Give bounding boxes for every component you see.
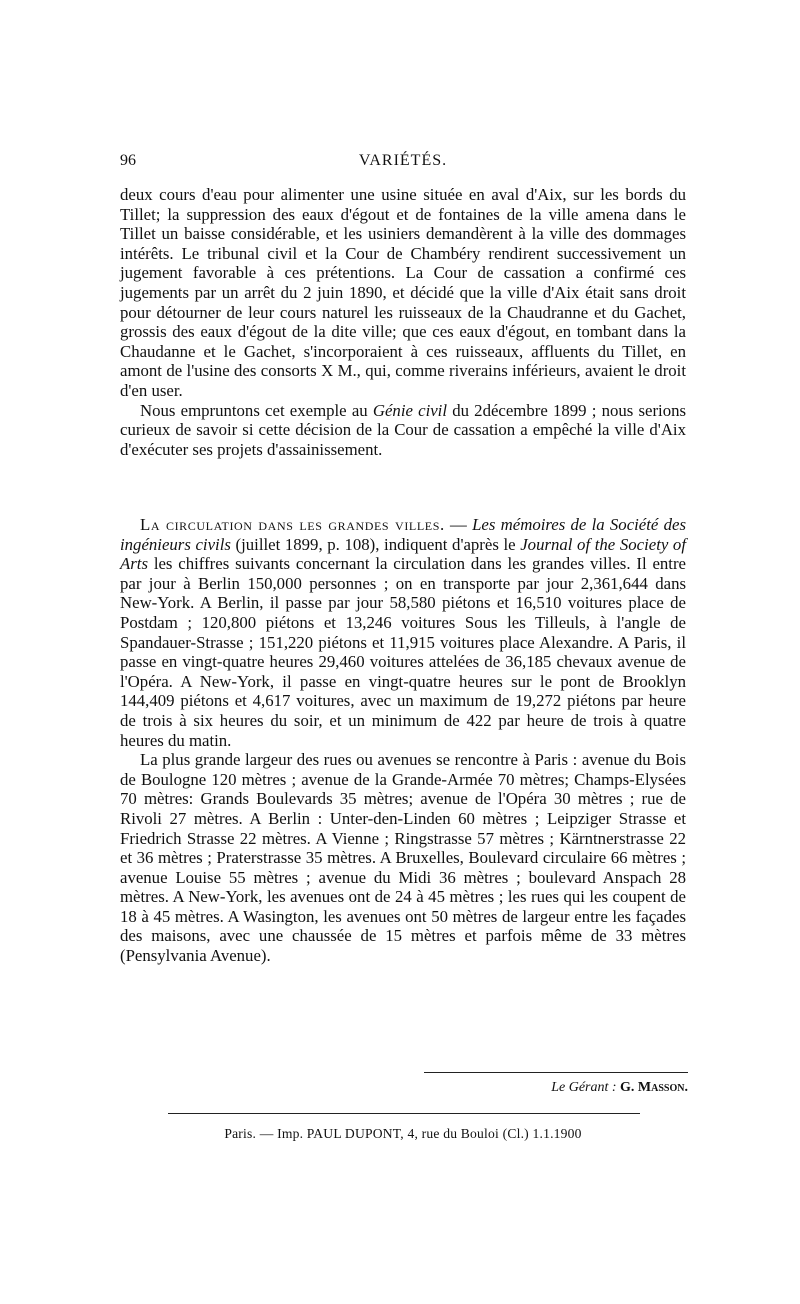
text-run: Nous empruntons cet exemple au: [140, 400, 373, 420]
gerant-signature-line: [478, 1080, 688, 1096]
section-heading: La circulation dans les grandes villes.: [140, 515, 445, 534]
paragraph: La plus grande largeur des rues ou avenues se rencontre à Paris : avenue du Bois de Boulogne 120 mètres ; avenue de la Grande-Armée 70 mètres; Champs-Elysées 70 mètres: Grands Boulevards 35 mètres; avenue de l'Opéra 30 mètres ; rue de Rivoli 27 mètres. A Berlin : Unter-den-Linden 60 mètres ; Leipziger Strasse et Friedrich Strasse 22 mètres. A Vienne ; Ringstrasse 57 mètres ; Kärntnerstrasse 22 et 36 mètres ; Praterstrasse 35 mètres. A Bruxelles, Boulevard circulaire 66 mètres ; avenue Louise 55 mètres ; avenue du Midi 36 mètres ; boulevard Anspach 28 mètres. A New-York, les avenues ont de 24 à 45 mètres ; les rues qui les coupent de 18 à 45 mètres. A Wasington, les avenues ont 50 mètres de largeur entre les façades des maisons, avec une chaussée de 15 mètres et parfois même de 33 mètres (Pensylvania Avenue).: [120, 750, 686, 966]
page-number: 96: [120, 152, 136, 169]
text-run: (juillet 1899, p. 108), indiquent d'après le: [230, 534, 521, 554]
paragraph: [120, 401, 686, 460]
text-run: du 2décembre 1899 ; nous serions curieux de savoir si cette décision de la Cour de cassation a empêché la ville d'Aix d'exécuter ses projets d'assainissement.: [120, 400, 687, 459]
printer-imprint: Paris. — Imp. PAUL DUPONT, 4, rue du Bouloi (Cl.) 1.1.1900: [224, 1126, 582, 1141]
article-circulation: [120, 515, 686, 966]
text-run: —: [444, 515, 473, 534]
source-title: Génie civil: [372, 400, 448, 420]
running-title: VARIÉTÉS.: [358, 152, 448, 169]
source-title: Les mémoires de la Société des ingénieurs civils: [120, 515, 686, 554]
gerant-label: Le Gérant :: [551, 1080, 621, 1095]
paragraph: [120, 515, 686, 750]
article-continuation: [120, 185, 686, 459]
text-run: les chiffres suivants concernant la circulation dans les grandes villes. Il entre par jour à Berlin 150,000 personnes ; on en transporte par jour 2,361,644 dans New-York. A Berlin, il passe par jour 58,580 piétons et 16,510 voitures place de Postdam ; 120,800 piétons et 13,246 voitures Sous les Tilleuls, à l'angle de Spandauer-Strasse ; 151,220 piétons et 11,915 voitures place Alexandre. A Paris, il passe en vingt-quatre heures 29,460 voitures attelées de 36,185 chevaux avenue de l'Opéra. A New-York, il passe en vingt-quatre heures sur le pont de Brooklyn 144,409 piétons et 4,617 voitures, avec un maximum de 19,272 piétons par heure de trois à six heures du soir, et un minimum de 422 par heure de trois à quatre heures du matin.: [120, 554, 686, 750]
divider-rule: [168, 1113, 640, 1114]
gerant-name: G. Masson.: [620, 1080, 688, 1095]
source-title: Journal of the Society of Arts: [120, 534, 686, 574]
paragraph: deux cours d'eau pour alimenter une usine située en aval d'Aix, sur les bords du Tillet; la suppression des eaux d'égout et de fontaines de la ville amena dans le Tillet un baisse considérable, et les usiniers demandèrent à la ville des dommages intérêts. Le tribunal civil et la Cour de Chambéry rendirent successivement un jugement favorable à ces prétentions. La Cour de cassation a confirmé ces jugements par un arrêt du 2 juin 1890, et décidé que la ville d'Aix était sans droit pour détourner de leur cours naturel les ruisseaux de la Chaudranne et du Gachet, grossis des eaux d'égout de la dite ville; que ces eaux d'égout, en tombant dans la Chaudanne et le Gachet, s'incorporaient à ces ruisseaux, affluents du Tillet, en amont de l'usine des consorts X M., qui, comme riverains inférieurs, avaient le droit d'en user.: [120, 185, 686, 400]
page-header: [120, 152, 686, 178]
divider-rule: [424, 1072, 688, 1073]
